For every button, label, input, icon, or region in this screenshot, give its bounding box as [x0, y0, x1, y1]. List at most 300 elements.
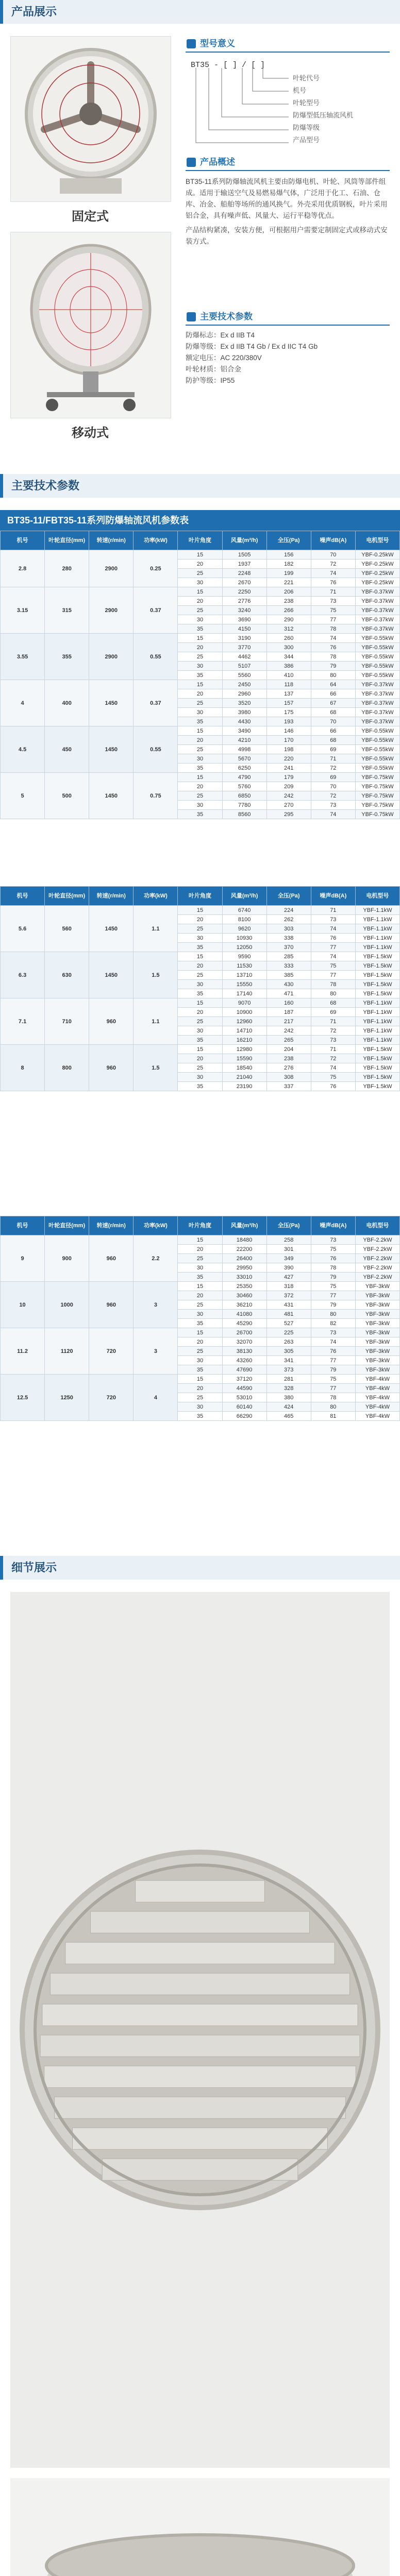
motor-cell: YBF-1.5kW [355, 952, 399, 961]
group-cell: 1120 [45, 1328, 89, 1375]
data-cell: 427 [266, 1273, 311, 1282]
data-cell: 2776 [222, 597, 266, 606]
data-cell: 170 [266, 736, 311, 745]
data-cell: 198 [266, 745, 311, 754]
data-cell: 53010 [222, 1393, 266, 1402]
group-cell: 8 [1, 1045, 45, 1091]
motor-cell: YBF-3kW [355, 1310, 399, 1319]
motor-cell: YBF-1.1kW [355, 943, 399, 952]
motor-cell: YBF-1.1kW [355, 1036, 399, 1045]
data-cell: 77 [311, 971, 355, 980]
data-cell: 3190 [222, 634, 266, 643]
data-cell: 12050 [222, 943, 266, 952]
data-cell: 118 [266, 680, 311, 689]
motor-cell: YBF-1.1kW [355, 915, 399, 924]
group-cell: 9 [1, 1235, 45, 1282]
column-header: 功率(kW) [134, 531, 178, 550]
tech-line: 额定电压：AC 220/380V [186, 354, 262, 362]
data-cell: 281 [266, 1375, 311, 1384]
motor-cell: YBF-0.37kW [355, 708, 399, 717]
data-cell: 35 [178, 717, 222, 726]
data-cell: 337 [266, 1082, 311, 1091]
data-cell: 32070 [222, 1337, 266, 1347]
fixed-fan-image [11, 37, 171, 201]
louver-blade [65, 1942, 335, 1964]
column-header: 转速(r/min) [89, 1216, 134, 1235]
data-cell: 25 [178, 1254, 222, 1263]
motor-cell: YBF-0.37kW [355, 606, 399, 615]
column-header: 风量(m³/h) [222, 531, 266, 550]
data-cell: 69 [311, 745, 355, 754]
data-cell: 20 [178, 1245, 222, 1254]
tech-params [186, 309, 390, 386]
data-cell: 301 [266, 1245, 311, 1254]
data-cell: 76 [311, 1254, 355, 1263]
group-cell: 1450 [89, 680, 134, 726]
data-cell: 225 [266, 1328, 311, 1337]
data-cell: 9070 [222, 998, 266, 1008]
group-cell: 2900 [89, 550, 134, 587]
group-cell: 5.6 [1, 906, 45, 952]
data-cell: 6850 [222, 791, 266, 801]
group-cell: 1.5 [134, 952, 178, 998]
data-cell: 3520 [222, 699, 266, 708]
data-cell: 2960 [222, 689, 266, 699]
column-header: 机号 [1, 887, 45, 906]
data-cell: 67 [311, 699, 355, 708]
data-cell: 35 [178, 1082, 222, 1091]
data-cell: 182 [266, 560, 311, 569]
table-row [1, 773, 400, 782]
param-table-2 [0, 886, 400, 1091]
motor-cell: YBF-0.75kW [355, 773, 399, 782]
data-cell: 20 [178, 597, 222, 606]
data-cell: 15 [178, 773, 222, 782]
data-cell: 71 [311, 1017, 355, 1026]
data-cell: 1937 [222, 560, 266, 569]
group-cell: 720 [89, 1375, 134, 1421]
legend-item: 防爆型低压轴流风机 [293, 111, 354, 119]
data-cell: 290 [266, 615, 311, 624]
model-legend-lines [186, 53, 390, 150]
data-cell: 30 [178, 801, 222, 810]
data-cell: 29950 [222, 1263, 266, 1273]
legend-item: 叶轮型号 [293, 99, 320, 107]
data-cell: 72 [311, 560, 355, 569]
data-cell: 35 [178, 764, 222, 773]
data-cell: 79 [311, 662, 355, 671]
data-cell: 25 [178, 606, 222, 615]
data-cell: 12960 [222, 1017, 266, 1026]
data-cell: 10900 [222, 1008, 266, 1017]
data-cell: 242 [266, 1026, 311, 1036]
motor-cell: YBF-0.75kW [355, 810, 399, 819]
data-cell: 35 [178, 1036, 222, 1045]
motor-cell: YBF-0.37kW [355, 689, 399, 699]
group-cell: 315 [45, 587, 89, 634]
data-cell: 35 [178, 1412, 222, 1421]
data-cell: 370 [266, 943, 311, 952]
group-cell: 2900 [89, 587, 134, 634]
data-cell: 74 [311, 952, 355, 961]
data-cell: 30 [178, 1073, 222, 1082]
motor-cell: YBF-0.55kW [355, 764, 399, 773]
data-cell: 77 [311, 1291, 355, 1300]
data-cell: 209 [266, 782, 311, 791]
motor-cell: YBF-2.2kW [355, 1273, 399, 1282]
motor-cell: YBF-0.55kW [355, 671, 399, 680]
table-row [1, 906, 400, 915]
motor-cell: YBF-0.37kW [355, 680, 399, 689]
group-cell: 960 [89, 1045, 134, 1091]
column-header: 叶片角度 [178, 531, 222, 550]
data-cell: 3690 [222, 615, 266, 624]
data-cell: 390 [266, 1263, 311, 1273]
data-cell: 18480 [222, 1235, 266, 1245]
motor-cell: YBF-1.5kW [355, 961, 399, 971]
group-cell: 10 [1, 1282, 45, 1328]
section-title: 细节展示 [0, 1556, 400, 1580]
motor-cell: YBF-2.2kW [355, 1245, 399, 1254]
data-cell: 35 [178, 1273, 222, 1282]
data-cell: 263 [266, 1337, 311, 1347]
table-row [1, 1282, 400, 1291]
data-cell: 386 [266, 662, 311, 671]
data-cell: 8100 [222, 915, 266, 924]
legend-item: 防爆等级 [293, 124, 320, 131]
data-cell: 20 [178, 915, 222, 924]
detail-photo-side [10, 2478, 390, 2576]
caption-mobile: 移动式 [72, 426, 109, 440]
group-cell: 0.25 [134, 550, 178, 587]
data-cell: 9590 [222, 952, 266, 961]
louver-blade [51, 1973, 350, 1995]
motor-cell: YBF-0.55kW [355, 634, 399, 643]
motor-cell: YBF-1.1kW [355, 1017, 399, 1026]
data-cell: 276 [266, 1063, 311, 1073]
data-cell: 26700 [222, 1328, 266, 1337]
data-cell: 2450 [222, 680, 266, 689]
group-cell: 630 [45, 952, 89, 998]
motor-cell: YBF-0.55kW [355, 736, 399, 745]
motor-cell: YBF-0.25kW [355, 550, 399, 560]
data-cell: 137 [266, 689, 311, 699]
data-cell: 220 [266, 754, 311, 764]
table-row [1, 1235, 400, 1245]
motor-cell: YBF-4kW [355, 1412, 399, 1421]
data-cell: 4150 [222, 624, 266, 634]
data-cell: 75 [311, 961, 355, 971]
data-cell: 79 [311, 1365, 355, 1375]
data-cell: 25350 [222, 1282, 266, 1291]
data-cell: 30 [178, 980, 222, 989]
motor-cell: YBF-3kW [355, 1347, 399, 1356]
model-code: BT35 - [ ] / [ ] [191, 61, 265, 70]
data-cell: 266 [266, 606, 311, 615]
data-cell: 73 [311, 915, 355, 924]
group-cell: 1000 [45, 1282, 89, 1328]
data-cell: 15 [178, 726, 222, 736]
data-cell: 23190 [222, 1082, 266, 1091]
data-cell: 303 [266, 924, 311, 934]
data-cell: 43260 [222, 1356, 266, 1365]
column-header: 功率(kW) [134, 1216, 178, 1235]
data-cell: 10930 [222, 934, 266, 943]
intro-text-2: 产品结构紧凑，安装方便，可根据用户需要定制固定式或移动式安装方式。 [186, 226, 388, 245]
louver-blade [73, 2128, 328, 2149]
data-cell: 35 [178, 1365, 222, 1375]
section-title: 产品展示 [0, 0, 400, 24]
group-cell: 1450 [89, 906, 134, 952]
motor-cell: YBF-3kW [355, 1356, 399, 1365]
spec-table [0, 1216, 400, 1421]
data-cell: 44590 [222, 1384, 266, 1393]
data-cell: 41080 [222, 1310, 266, 1319]
motor-cell: YBF-1.1kW [355, 906, 399, 915]
motor-cell: YBF-0.55kW [355, 662, 399, 671]
group-cell: 3 [134, 1328, 178, 1375]
data-cell: 66290 [222, 1412, 266, 1421]
data-cell: 146 [266, 726, 311, 736]
data-cell: 431 [266, 1300, 311, 1310]
data-cell: 3240 [222, 606, 266, 615]
louver-blade [42, 2004, 358, 2026]
data-cell: 74 [311, 1337, 355, 1347]
data-cell: 30 [178, 754, 222, 764]
group-cell: 2.8 [1, 550, 45, 587]
data-cell: 66 [311, 689, 355, 699]
data-cell: 7780 [222, 801, 266, 810]
data-cell: 30 [178, 578, 222, 587]
data-cell: 318 [266, 1282, 311, 1291]
legend-item: 产品型号 [293, 136, 320, 144]
motor-cell: YBF-1.1kW [355, 924, 399, 934]
data-cell: 187 [266, 1008, 311, 1017]
data-cell: 80 [311, 1402, 355, 1412]
motor-cell: YBF-4kW [355, 1402, 399, 1412]
data-cell: 76 [311, 643, 355, 652]
data-cell: 74 [311, 924, 355, 934]
data-cell: 30 [178, 1402, 222, 1412]
data-cell: 5760 [222, 782, 266, 791]
table-row [1, 587, 400, 597]
tech-line: 防护等级：IP55 [186, 377, 235, 384]
data-cell: 73 [311, 801, 355, 810]
data-cell: 179 [266, 773, 311, 782]
info-icon [187, 39, 196, 48]
data-cell: 20 [178, 1384, 222, 1393]
motor-cell: YBF-1.1kW [355, 998, 399, 1008]
group-cell: 720 [89, 1328, 134, 1375]
data-cell: 71 [311, 1045, 355, 1054]
group-cell: 1.1 [134, 998, 178, 1045]
group-cell: 1250 [45, 1375, 89, 1421]
table-row [1, 1375, 400, 1384]
group-cell: 560 [45, 906, 89, 952]
column-header: 转速(r/min) [89, 531, 134, 550]
data-cell: 6250 [222, 764, 266, 773]
data-cell: 25 [178, 1347, 222, 1356]
column-header: 电机型号 [355, 887, 399, 906]
data-cell: 25 [178, 1063, 222, 1073]
spec-table [0, 531, 400, 819]
data-cell: 68 [311, 998, 355, 1008]
motor-cell: YBF-1.1kW [355, 1026, 399, 1036]
data-cell: 18540 [222, 1063, 266, 1073]
data-cell: 20 [178, 1337, 222, 1347]
motor-cell: YBF-0.25kW [355, 569, 399, 578]
data-cell: 79 [311, 1273, 355, 1282]
detail-photo-front [10, 1592, 390, 2468]
group-cell: 3.15 [1, 587, 45, 634]
group-cell: 2900 [89, 634, 134, 680]
section-header-product [0, 0, 400, 24]
data-cell: 4462 [222, 652, 266, 662]
data-cell: 341 [266, 1356, 311, 1365]
data-cell: 2250 [222, 587, 266, 597]
table-row [1, 1045, 400, 1054]
column-header: 机号 [1, 531, 45, 550]
motor-cell: YBF-1.5kW [355, 1063, 399, 1073]
column-header: 叶轮直径(mm) [45, 531, 89, 550]
motor-cell: YBF-0.37kW [355, 587, 399, 597]
table-row [1, 952, 400, 961]
motor-cell: YBF-1.1kW [355, 1008, 399, 1017]
group-cell: 0.75 [134, 773, 178, 819]
legend-item: 机号 [293, 87, 307, 94]
intro-title: 产品概述 [186, 155, 390, 171]
data-cell: 15 [178, 680, 222, 689]
column-header: 机号 [1, 1216, 45, 1235]
data-cell: 75 [311, 1073, 355, 1082]
caption-fixed: 固定式 [72, 210, 109, 224]
data-cell: 71 [311, 906, 355, 915]
data-cell: 22200 [222, 1245, 266, 1254]
data-cell: 70 [311, 717, 355, 726]
group-cell: 960 [89, 1282, 134, 1328]
data-cell: 300 [266, 643, 311, 652]
fixed-fan-photo [10, 36, 171, 202]
data-cell: 5670 [222, 754, 266, 764]
data-cell: 465 [266, 1412, 311, 1421]
motor-cell: YBF-0.37kW [355, 615, 399, 624]
data-cell: 75 [311, 1282, 355, 1291]
data-cell: 25 [178, 652, 222, 662]
data-cell: 74 [311, 810, 355, 819]
intro-text: BT35-11系列防爆轴流风机主要由防爆电机、叶轮、风筒等部件组成。适用于输送空气及易燃易爆气体，广泛用于化工、石油、仓库、冶金、船舶等场所的通风换气。外壳采用优质钢板，叶片采用铝合金，具有噪声低、风量大、运行平稳等优点。 [186, 178, 388, 219]
column-header: 风量(m³/h) [222, 887, 266, 906]
data-cell: 79 [311, 1300, 355, 1310]
column-header: 电机型号 [355, 1216, 399, 1235]
louver-blade [102, 2159, 297, 2180]
data-cell: 73 [311, 1036, 355, 1045]
data-cell: 224 [266, 906, 311, 915]
fan-side-image [10, 2478, 390, 2576]
data-cell: 199 [266, 569, 311, 578]
motor-cell: YBF-1.5kW [355, 980, 399, 989]
data-cell: 20 [178, 643, 222, 652]
data-cell: 15 [178, 952, 222, 961]
data-cell: 527 [266, 1319, 311, 1328]
data-cell: 295 [266, 810, 311, 819]
group-cell: 1450 [89, 726, 134, 773]
column-header: 噪声dB(A) [311, 531, 355, 550]
data-cell: 349 [266, 1254, 311, 1263]
data-cell: 333 [266, 961, 311, 971]
data-cell: 4210 [222, 736, 266, 745]
data-cell: 76 [311, 934, 355, 943]
data-cell: 73 [311, 1328, 355, 1337]
motor-cell: YBF-0.75kW [355, 782, 399, 791]
motor-cell: YBF-2.2kW [355, 1263, 399, 1273]
group-cell: 280 [45, 550, 89, 587]
data-cell: 20 [178, 560, 222, 569]
data-cell: 20 [178, 689, 222, 699]
data-cell: 25 [178, 791, 222, 801]
group-cell: 450 [45, 726, 89, 773]
group-cell: 0.55 [134, 634, 178, 680]
group-cell: 355 [45, 634, 89, 680]
data-cell: 77 [311, 943, 355, 952]
data-cell: 241 [266, 764, 311, 773]
group-cell: 4.5 [1, 726, 45, 773]
data-cell: 9620 [222, 924, 266, 934]
group-cell: 800 [45, 1045, 89, 1091]
data-cell: 30 [178, 1310, 222, 1319]
product-images [10, 36, 170, 459]
data-cell: 72 [311, 791, 355, 801]
data-cell: 312 [266, 624, 311, 634]
data-cell: 70 [311, 550, 355, 560]
model-meaning-title: 型号意义 [186, 36, 390, 53]
model-legend [293, 72, 353, 146]
data-cell: 270 [266, 801, 311, 810]
data-cell: 35 [178, 989, 222, 998]
column-header: 功率(kW) [134, 887, 178, 906]
group-cell: 0.37 [134, 680, 178, 726]
data-cell: 75 [311, 606, 355, 615]
data-cell: 78 [311, 980, 355, 989]
motor-cell: YBF-0.55kW [355, 652, 399, 662]
motor-cell: YBF-1.5kW [355, 1054, 399, 1063]
data-cell: 385 [266, 971, 311, 980]
data-cell: 206 [266, 587, 311, 597]
table-row [1, 634, 400, 643]
column-header: 电机型号 [355, 531, 399, 550]
data-cell: 71 [311, 587, 355, 597]
data-cell: 17140 [222, 989, 266, 998]
data-cell: 30 [178, 1356, 222, 1365]
column-header: 全压(Pa) [266, 531, 311, 550]
data-cell: 78 [311, 652, 355, 662]
info-icon [187, 158, 196, 167]
data-cell: 76 [311, 1082, 355, 1091]
data-cell: 14710 [222, 1026, 266, 1036]
data-cell: 11530 [222, 961, 266, 971]
data-cell: 78 [311, 1263, 355, 1273]
product-intro [186, 155, 390, 247]
data-cell: 25 [178, 924, 222, 934]
column-header: 全压(Pa) [266, 1216, 311, 1235]
data-cell: 221 [266, 578, 311, 587]
data-cell: 15 [178, 906, 222, 915]
data-cell: 30 [178, 1263, 222, 1273]
data-cell: 15 [178, 1045, 222, 1054]
data-cell: 77 [311, 1356, 355, 1365]
data-cell: 74 [311, 569, 355, 578]
motor-cell: YBF-0.55kW [355, 643, 399, 652]
group-cell: 11.2 [1, 1328, 45, 1375]
